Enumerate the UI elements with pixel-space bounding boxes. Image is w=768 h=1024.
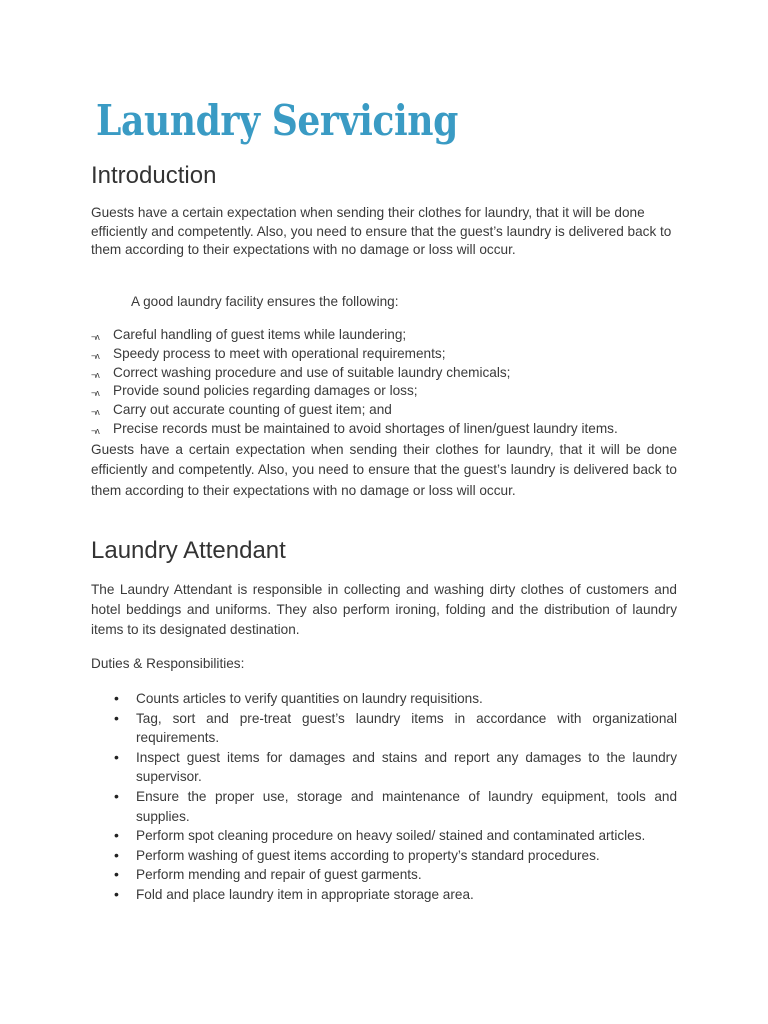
laundry-attendant-heading: Laundry Attendant (91, 537, 286, 564)
bullet-dot-icon: • (114, 690, 119, 706)
attendant-description: The Laundry Attendant is responsible in collecting and washing dirty clothes of customers and hotel beddings and uniforms. They also perform ironing, folding and the distribution of laundry items to its designated destination. (91, 582, 677, 638)
bullet-dot-icon: • (114, 866, 119, 883)
duty-text: Fold and place laundry item in appropriate storage area. (136, 886, 474, 902)
list-item (91, 401, 681, 420)
duty-text: Ensure the proper use, storage and maintenance of laundry equipment, tools and supplies. (136, 788, 677, 824)
intro-paragraph-repeat: Guests have a certain expectation when sending their clothes for laundry, that it will be done efficiently and competently. Also, you need to ensure that the guest’s laundry is delivered back to them according to their expectations with no damage or loss will occur. (91, 442, 677, 498)
list-item-text: Correct washing procedure and use of suitable laundry chemicals; (113, 364, 511, 380)
duty-item (114, 787, 677, 826)
duty-item (114, 865, 677, 885)
list-item-text: Speedy process to meet with operational requirements; (113, 345, 446, 361)
duty-text: Inspect guest items for damages and stains and report any damages to the laundry supervisor. (136, 749, 677, 785)
document-title: Laundry Servicing (96, 96, 458, 145)
duties-list (114, 689, 677, 905)
facility-list (91, 326, 681, 439)
bullet-dot-icon: • (114, 885, 119, 902)
bullet-dot-icon: • (114, 748, 119, 765)
bullet-dot-icon: • (114, 709, 119, 726)
list-item (91, 382, 681, 401)
duty-item (114, 826, 677, 846)
bullet-dot-icon: • (114, 827, 119, 844)
facility-statement: A good laundry facility ensures the following: (131, 294, 399, 309)
duty-text: Perform washing of guest items according to property’s standard procedures. (136, 847, 600, 863)
bullet-glyph-icon: ¬ʌ (91, 350, 99, 361)
list-item (91, 364, 681, 383)
duty-item (114, 689, 677, 709)
list-item (91, 345, 681, 364)
list-item (91, 420, 681, 439)
list-item (91, 326, 681, 345)
bullet-glyph-icon: ¬ʌ (91, 332, 99, 342)
duty-item (114, 885, 677, 905)
duty-text: Tag, sort and pre-treat guest’s laundry items in accordance with organizational requirements. (136, 710, 677, 746)
duties-label: Duties & Responsibilities: (91, 656, 245, 671)
bullet-glyph-icon: ¬ʌ (91, 425, 99, 436)
list-item-text: Careful handling of guest items while laundering; (113, 327, 407, 342)
bullet-dot-icon: • (114, 787, 119, 804)
list-item-text: Carry out accurate counting of guest item; and (113, 402, 392, 418)
bullet-glyph-icon: ¬ʌ (91, 407, 99, 418)
duty-text: Perform spot cleaning procedure on heavy soiled/ stained and contaminated articles. (136, 828, 646, 844)
duty-text: Counts articles to verify quantities on laundry requisitions. (136, 691, 483, 706)
duty-item (114, 709, 677, 748)
bullet-dot-icon: • (114, 846, 119, 863)
duty-text: Perform mending and repair of guest garments. (136, 867, 422, 883)
duty-item (114, 748, 677, 787)
list-item-text: Precise records must be maintained to avoid shortages of linen/guest laundry items. (113, 420, 618, 436)
intro-paragraph: Guests have a certain expectation when sending their clothes for laundry, that it will be done efficiently and competently. Also, you need to ensure that the guest’s laundry is delivered back to them according to their expectations with no damage or loss will occur. (91, 205, 672, 258)
list-item-text: Provide sound policies regarding damages or loss; (113, 383, 418, 399)
introduction-heading: Introduction (91, 162, 217, 189)
bullet-glyph-icon: ¬ʌ (91, 369, 99, 380)
bullet-glyph-icon: ¬ʌ (91, 388, 99, 399)
duty-item (114, 846, 677, 866)
